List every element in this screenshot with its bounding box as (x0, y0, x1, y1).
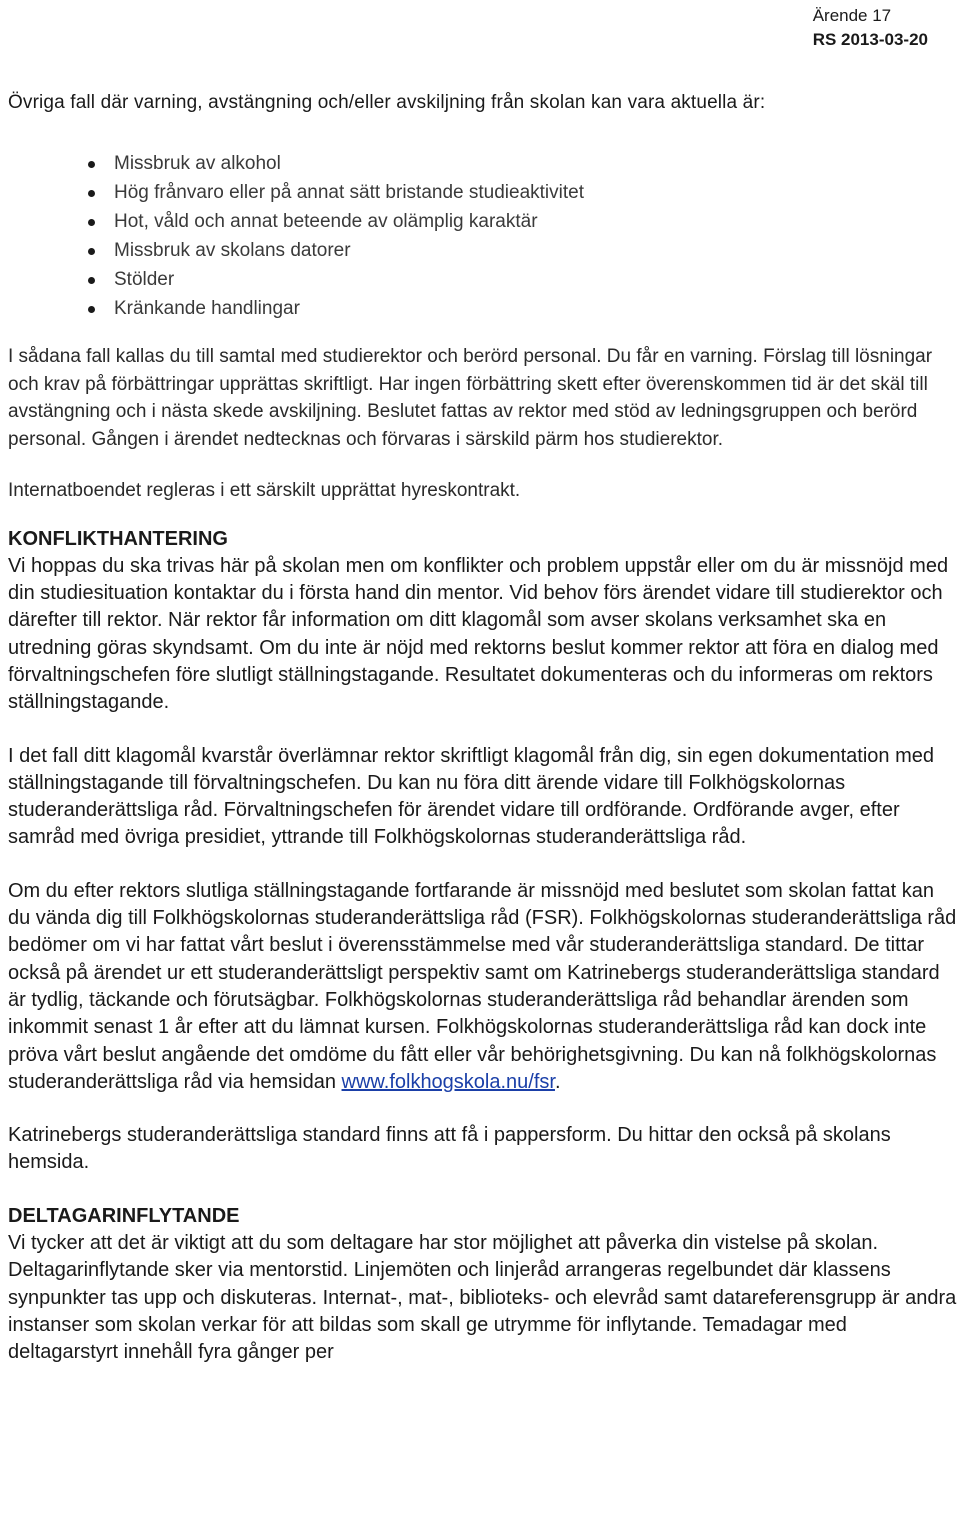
list-item: Hög frånvaro eller på annat sätt bristande studieaktivitet (8, 178, 958, 207)
bullet-icon (88, 306, 95, 313)
internat-paragraph: Internatboendet regleras i ett särskilt upprättat hyreskontrakt. (8, 480, 521, 501)
case-number: Ärende 17 (812, 6, 892, 25)
warning-paragraph: I sådana fall kallas du till samtal med studierektor och berörd personal. Du får en varning. Förslag till lösningar och krav på förbättringar upprättas skriftligt. Har ingen förbättring skett efter överenskommen tid är det skäl till avstängning och i nästa skede avskiljning. Beslutet fattas av rektor med stöd av ledningsgruppen och berörd personal. Gången i ärendet nedtecknas och förvaras i särskild pärm hos studierektor. (8, 346, 933, 450)
bullet-icon (88, 219, 95, 226)
list-item: Stölder (8, 265, 958, 294)
list-item: Kränkande handlingar (8, 294, 958, 323)
list-item: Missbruk av skolans datorer (8, 236, 958, 265)
konflikt-heading: KONFLIKTHANTERING (8, 527, 228, 550)
bullet-icon (88, 248, 95, 255)
konflikt-paragraph-4: Katrinebergs studeranderättsliga standard finns att få i pappersform. Du hittar den också på skolans hemsida. (8, 1124, 891, 1174)
bullet-icon (88, 277, 95, 284)
fsr-link[interactable]: www.folkhogskola.nu/fsr (341, 1070, 555, 1093)
konflikt-paragraph-2: I det fall ditt klagomål kvarstår överlämnar rektor skriftligt klagomål från dig, sin egen dokumentation med ställningstagande till förvaltningschefen. Du kan nu föra ditt ärende vidare till Folkhögskolornas studeranderättsliga råd. Förvaltningschefen för ärendet vidare till ordförande. Ordförande avger, efter samråd med övriga presidiet, yttrande till Folkhögskolornas studeranderättsliga råd. (8, 744, 934, 849)
konflikt-paragraph-1: Vi hoppas du ska trivas här på skolan men om konflikter och problem uppstår eller om du är missnöjd med din studiesituation kontaktar du i första hand din mentor. Vid behov förs ärendet vidare till studierektor och därefter till rektor. När rektor får information om ditt klagomål som avser skolans verksamhet ska en utredning göras skyndsamt. Om du inte är nöjd med rektorns beslut kommer rektor att föra en dialog med förvaltningschefen före slutligt ställningstagande. Resultatet dokumenteras och du informeras om rektors ställningstagande. (8, 554, 949, 714)
document-header (813, 4, 928, 52)
meeting-date: RS 2013-03-20 (812, 30, 928, 49)
bullet-icon (88, 190, 95, 197)
list-item: Hot, våld och annat beteende av olämplig karaktär (8, 207, 958, 236)
deltagar-paragraph-1: Vi tycker att det är viktigt att du som deltagare har stor möjlighet att påverka din vistelse på skolan. Deltagarinflytande sker via mentorstid. Linjemöten och linjeråd arrangeras regelbundet där klassens synpunkter tas upp och diskuteras. Internat-, mat-, biblioteks- och elevråd samt datareferensgrupp är andra instanser som skolan verkar för att bildas som skall ge utrymme för inflytande. Temadagar med deltagarstyrt innehåll fyra gånger per (8, 1232, 957, 1364)
intro-text: Övriga fall där varning, avstängning och/eller avskiljning från skolan kan vara aktuella är: (8, 92, 766, 113)
konflikt-paragraph-3: Om du efter rektors slutliga ställningstagande fortfarande är missnöjd med beslutet som skolan fattat kan du vända dig till Folkhögskolornas studeranderättsliga råd (FSR). Folkhögskolornas studeranderättsliga råd bedömer om vi har fattat vårt beslut i överensstämmelse med vår studeranderättsliga standard. De tittar också på ärendet ur ett studeranderättsligt perspektiv samt om Katrinebergs studeranderättsliga standard är tydlig, täckande och förutsägbar. Folkhögskolornas studeranderättsliga råd behandlar ärenden som inkommit senast 1 år efter att du lämnat kursen. Folkhögskolornas studeranderättsliga råd kan dock inte pröva vårt beslut angående det omdöme du fått eller vår behörighetsgivning. Du kan nå folkhögskolornas studeranderättsliga råd via hemsidan www.folkhogskola.nu/fsr. (8, 879, 957, 1093)
reasons-list (8, 149, 958, 323)
list-item: Missbruk av alkohol (8, 149, 958, 178)
bullet-icon (88, 161, 95, 168)
deltagar-heading: DELTAGARINFLYTANDE (8, 1204, 240, 1227)
document-body (8, 89, 958, 1367)
